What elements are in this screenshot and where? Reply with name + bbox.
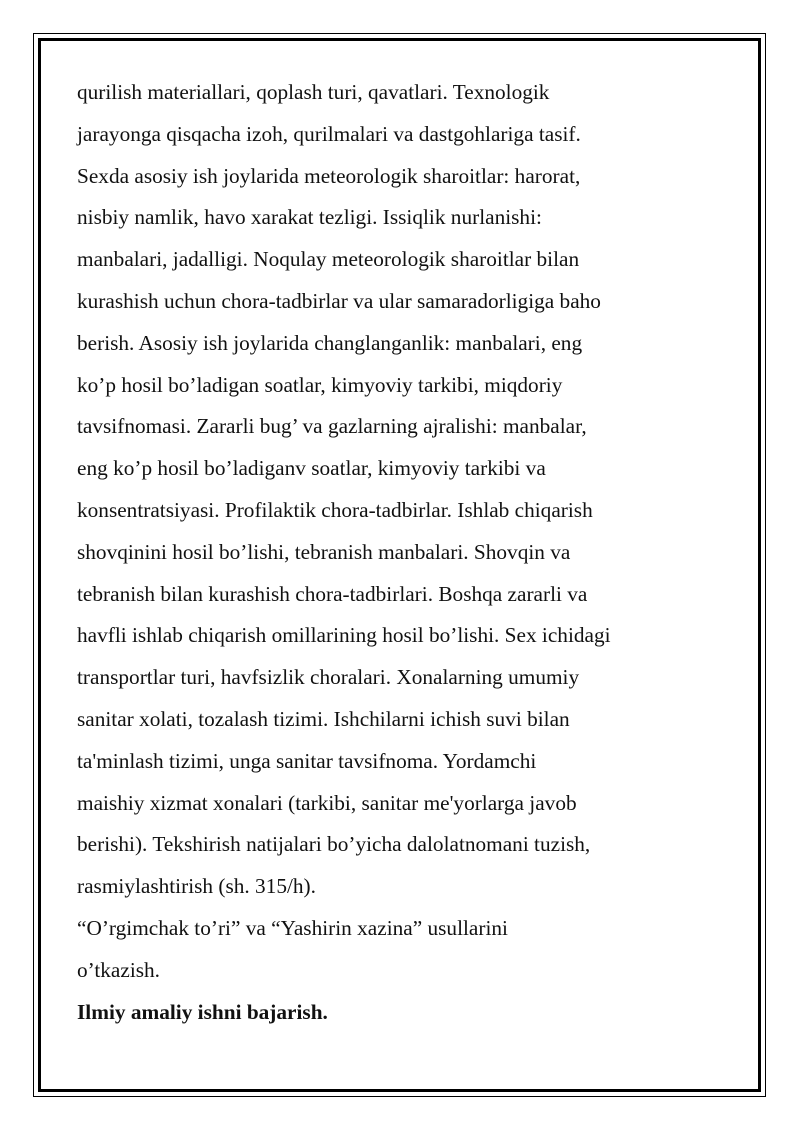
- text-line: Sexda asosiy ish joylarida meteorologik sharoitlar: harorat,: [77, 163, 581, 188]
- text-line: manbalari, jadalligi. Noqulay meteorologik sharoitlar bilan: [77, 247, 580, 272]
- text-line: berishi). Tekshirish natijalari bo’yicha dalolatnomani tuzish,: [77, 832, 591, 857]
- text-line: kurashish uchun chora-tadbirlar va ular samaradorligiga baho: [77, 288, 601, 313]
- section-heading: Ilmiy amaliy ishni bajarish.: [77, 999, 328, 1024]
- text-line: transportlar turi, havfsizlik choralari. Xonalarning umumiy: [77, 665, 580, 690]
- text-line: rasmiylashtirish (sh. 315/h).: [77, 874, 316, 899]
- text-line: maishiy xizmat xonalari (tarkibi, sanitar me'yorlarga javob: [77, 790, 577, 815]
- text-line: nisbiy namlik, havo xarakat tezligi. Issiqlik nurlanishi:: [77, 205, 542, 230]
- document-body: [77, 72, 717, 1033]
- text-line: berish. Asosiy ish joylarida changlanganlik: manbalari, eng: [77, 330, 583, 355]
- text-line: havfli ishlab chiqarish omillarining hosil bo’lishi. Sex ichidagi: [77, 623, 611, 648]
- text-line: ta'minlash tizimi, unga sanitar tavsifnoma. Yordamchi: [77, 748, 537, 773]
- text-line: tavsifnomasi. Zararli bug’ va gazlarning ajralishi: manbalar,: [77, 414, 587, 439]
- text-line: qurilish materiallari, qoplash turi, qavatlari. Texnologik: [77, 80, 550, 104]
- text-line: “O’rgimchak to’ri” va “Yashirin xazina” usullarini: [77, 915, 508, 940]
- text-line: jarayonga qisqacha izoh, qurilmalari va dastgohlariga tasif.: [77, 121, 581, 146]
- text-line: tebranish bilan kurashish chora-tadbirlari. Boshqa zararli va: [77, 581, 588, 606]
- text-line: shovqinini hosil bo’lishi, tebranish manbalari. Shovqin va: [77, 539, 571, 564]
- text-line: konsentratsiyasi. Profilaktik chora-tadbirlar. Ishlab chiqarish: [77, 497, 593, 522]
- text-line: eng ko’p hosil bo’ladiganv soatlar, kimyoviy tarkibi va: [77, 456, 546, 481]
- text-line: ko’p hosil bo’ladigan soatlar, kimyoviy tarkibi, miqdoriy: [77, 372, 563, 397]
- text-line: o’tkazish.: [77, 957, 161, 982]
- text-line: sanitar xolati, tozalash tizimi. Ishchilarni ichish suvi bilan: [77, 706, 570, 731]
